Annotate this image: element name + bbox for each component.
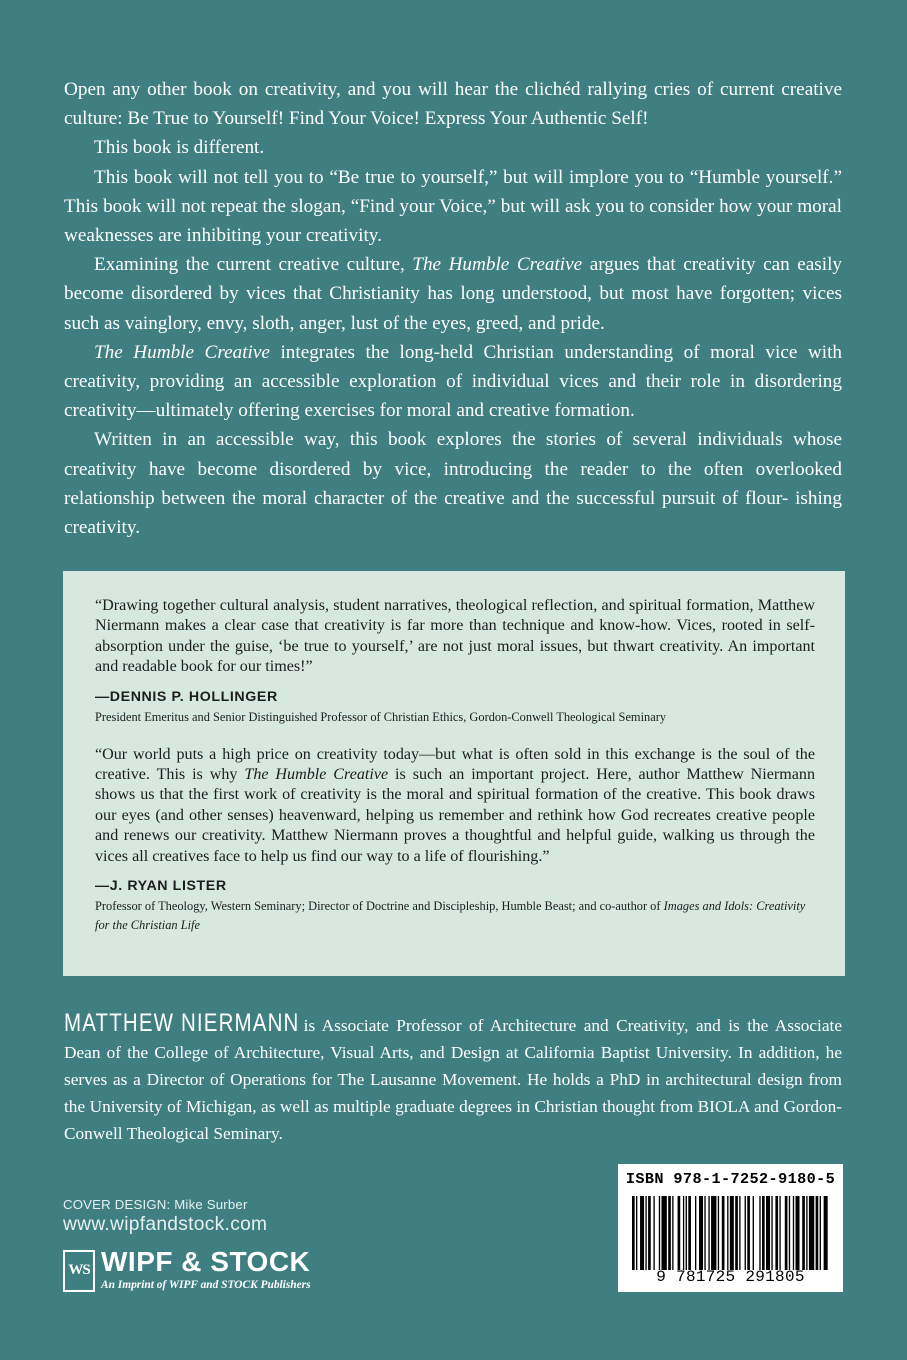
barcode-bar — [661, 1196, 666, 1270]
publisher-name: WIPF & STOCK — [101, 1246, 311, 1277]
endorsement-quote — [95, 745, 815, 867]
book-title-mention: The Humble Creative — [94, 341, 270, 363]
barcode-bar — [759, 1196, 760, 1270]
book-title-mention: The Humble Creative — [244, 766, 389, 784]
barcode-bar — [704, 1196, 705, 1270]
endorsement-quote: “Drawing together cultural analysis, student narratives, theological reflection, and spiritual formation, Matthew Niermann makes a clear case that creativity is far more than technique and know-how. Vices, rooted in self-absorption under the guise, ‘be true to yourself,’ are not just moral issues, but thwart creativity. An important and readable book for our times!” — [95, 597, 815, 676]
back-cover-description — [64, 75, 842, 542]
barcode-bar — [739, 1196, 740, 1270]
barcode-bar — [820, 1196, 821, 1270]
barcode-bar — [793, 1196, 794, 1270]
barcode-bar — [718, 1196, 719, 1270]
barcode-bar — [640, 1196, 644, 1270]
barcode-bar — [711, 1196, 716, 1270]
barcode-bar — [771, 1196, 772, 1270]
isbn-label: ISBN 978-1-7252-9180-5 — [625, 1170, 836, 1188]
author-bio-text: is Associate Professor of Architecture and Creativity, and is the Associate Dean of the College of Architecture, Visual Arts, and Design at California Baptist University. In addition, he serves as a Director of Operations for The Lausanne Movement. He holds a PhD in architectural design from the University of Michigan, as well as multiple graduate degrees in Christian thought from BIOLA and Gordon-Conwell Theological Seminary. — [64, 1016, 842, 1143]
barcode-bar — [809, 1196, 814, 1270]
endorser-title — [95, 897, 815, 935]
publisher-url: www.wipfandstock.com — [63, 1214, 268, 1235]
intro-paragraph-5 — [64, 338, 842, 426]
barcode-bar — [789, 1196, 790, 1270]
barcode-bar — [653, 1196, 654, 1270]
author-name: MATTHEW NIERMANN — [64, 1009, 300, 1037]
barcode-bar — [766, 1196, 770, 1270]
barcode-bar — [695, 1196, 696, 1270]
barcode-bar — [753, 1196, 754, 1270]
barcode-bar — [775, 1196, 778, 1270]
barcode-bar — [636, 1196, 637, 1270]
barcode-bar — [668, 1196, 671, 1270]
cover-design-credit: COVER DESIGN: Mike Surber — [63, 1197, 248, 1212]
endorser-name: —J. RYAN LISTER — [95, 878, 227, 895]
barcode-bar — [730, 1196, 734, 1270]
endorsement-quote-part: “Our world puts a high price on creativity today—but what is often sold in this exchange is the soul of the creative. This is why — [95, 745, 815, 784]
barcode-bar — [672, 1196, 673, 1270]
barcode-bar — [745, 1196, 746, 1270]
barcode-bar — [762, 1196, 765, 1270]
barcode-bar — [632, 1196, 635, 1270]
intro-paragraph-3: This book will not tell you to “Be true to yourself,” but will implore you to “Humble yourself.” This book will not repeat the slogan, “Find your Voice,” but will ask you to consider how your moral weaknesses are inhibiting your creativity. — [64, 166, 842, 247]
book-title-mention: The Humble Creative — [412, 254, 583, 276]
publisher-logo-icon: WS — [63, 1250, 95, 1292]
publisher-block — [63, 1246, 383, 1296]
barcode-bar — [806, 1196, 807, 1270]
endorser-book-title: Images and Idols: Creativity for the Christian Life — [95, 899, 806, 933]
barcode-bar — [648, 1196, 651, 1270]
barcode-bar — [683, 1196, 684, 1270]
barcode-bar — [802, 1196, 805, 1270]
barcode-bar — [699, 1196, 703, 1270]
barcode-bar — [678, 1196, 681, 1270]
barcode-bar — [686, 1196, 687, 1270]
intro-paragraph-2: This book is different. — [94, 137, 265, 159]
author-bio — [64, 1010, 842, 1148]
endorsements-panel — [63, 571, 845, 976]
barcode-bar — [747, 1196, 750, 1270]
intro-paragraph-6: Written in an accessible way, this book explores the stories of several individuals whose creativity have become disordered by vice, introducing the reader to the often overlooked relationship between the moral character of the creative and the successful pursuit of flour- ishing creativity. — [64, 429, 842, 539]
intro-paragraph-5-rest: integrates the long-held Christian understanding of moral vice with creativity, providing an accessible exploration of individual vices and their role in disordering creativity—ultimately offering exercises for moral and creative formation. — [64, 341, 842, 422]
barcode-bar — [727, 1196, 728, 1270]
barcode-bars — [632, 1196, 829, 1270]
endorser-title: President Emeritus and Senior Distinguished Professor of Christian Ethics, Gordon-Conwell Theological Seminary — [95, 709, 667, 724]
intro-paragraph-4-rest: argues that creativity can easily become disordered by vices that Christianity has long understood, but most have forgotten; vices such as vainglory, envy, sloth, anger, lust of the eyes, greed, and pride. — [64, 254, 843, 334]
barcode-bar — [688, 1196, 691, 1270]
endorser-title-text: Professor of Theology, Western Seminary; Director of Doctrine and Discipleship, Humble Beast; and co-author of — [95, 899, 661, 914]
barcode-bar — [796, 1196, 800, 1270]
barcode-bar — [735, 1196, 738, 1270]
barcode-bar — [645, 1196, 646, 1270]
barcode-bar — [708, 1196, 709, 1270]
barcode-bar — [779, 1196, 780, 1270]
barcode-bar — [816, 1196, 819, 1270]
isbn-barcode — [618, 1164, 843, 1292]
barcode-bar — [785, 1196, 788, 1270]
barcode-bar — [824, 1196, 828, 1270]
barcode-digits: 9 781725 291805 — [656, 1268, 805, 1286]
intro-paragraph-1: Open any other book on creativity, and you will hear the clichéd rallying cries of current creative culture: Be True to Yourself! Find Your Voice! Express Your Authentic Self! — [64, 79, 842, 130]
intro-paragraph-4-lead: Examining the current creative culture, — [94, 254, 405, 276]
barcode-bar — [659, 1196, 660, 1270]
endorser-name: —DENNIS P. HOLLINGER — [95, 688, 278, 705]
intro-paragraph-4 — [64, 250, 842, 338]
publisher-imprint: An Imprint of WIPF and STOCK Publishers — [101, 1279, 311, 1291]
barcode-bar — [722, 1196, 725, 1270]
endorsement-quote-part: is such an important project. Here, author Matthew Niermann shows us that the first work of creativity is the moral and spiritual formation of the creative. This book draws our eyes (and other senses) heavenward, helping us remember and rethink how God recreates creative people and renews our creativity. Matthew Niermann proves a thoughtful and helpful guide, walking us through the vices all creatives face to help us find our way to a life of flourishing.” — [95, 766, 816, 865]
